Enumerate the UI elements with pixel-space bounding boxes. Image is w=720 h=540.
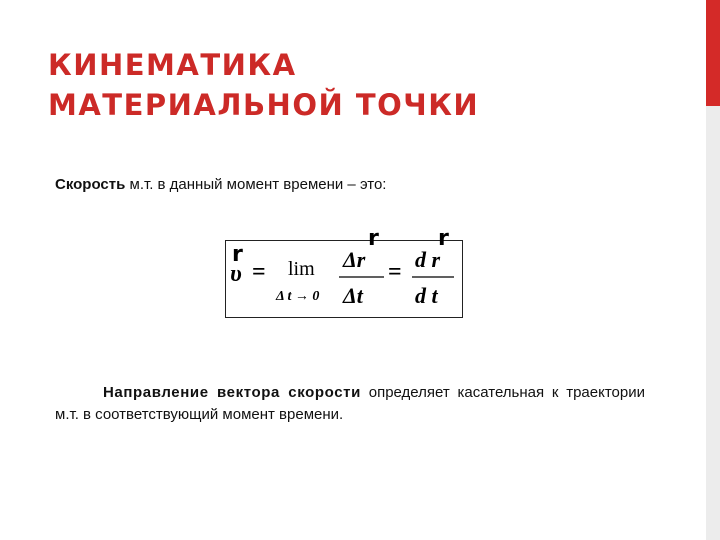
limit-subscript: Δ t → 0: [276, 289, 320, 304]
limit-operator: lim: [288, 258, 315, 280]
definition-text: м.т. в данный момент времени – это:: [125, 176, 387, 193]
direction-paragraph: [55, 382, 645, 426]
equals-sign-2: =: [388, 259, 402, 285]
fraction-1-numerator: Δr: [343, 247, 366, 272]
fraction-1-denominator: Δt: [343, 283, 363, 308]
velocity-formula-box: [225, 226, 463, 318]
fraction-2-numerator: d r: [415, 247, 441, 272]
fraction-2-denominator: d t: [415, 283, 438, 308]
slide-title: [48, 45, 648, 125]
slide-title-line-1: КИНЕМАТИКА: [48, 48, 297, 82]
vector-mark-lhs: r: [232, 242, 243, 267]
slide-accent-bar-red: [706, 0, 720, 106]
direction-text: определяет касательная к траектории м.т. в соответствующий момент времени.: [55, 384, 645, 423]
slide-title-line-2: МАТЕРИАЛЬНОЙ ТОЧКИ: [48, 88, 480, 122]
velocity-symbol: υ: [230, 261, 242, 287]
slide-accent-bar: [706, 0, 720, 540]
definition-line: [55, 176, 386, 193]
equals-sign-1: =: [252, 259, 266, 285]
direction-term: Направление вектора скорости: [103, 384, 361, 401]
vector-mark-frac1: r: [368, 226, 379, 251]
definition-term: Скорость: [55, 176, 126, 193]
velocity-formula: [226, 226, 466, 321]
vector-mark-frac2: r: [438, 226, 449, 251]
